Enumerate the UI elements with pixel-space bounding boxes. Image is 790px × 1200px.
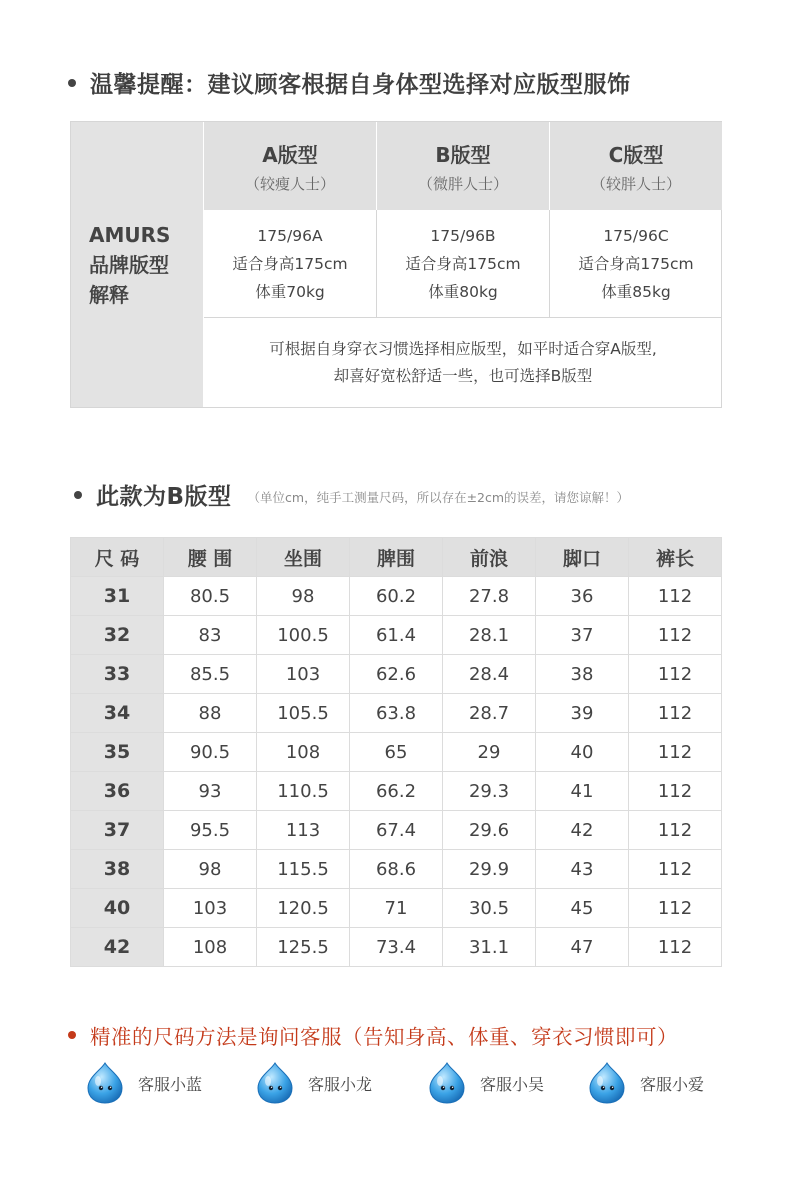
measure-cell: 30.5 (443, 889, 536, 928)
service-title: 精准的尺码方法是询问客服（告知身高、体重、穿衣习惯即可） (90, 1025, 678, 1049)
size-chart-note: （单位cm，纯手工测量尺码，所以存在±2cm的误差，请您谅解！） (247, 489, 630, 505)
service-agent-link[interactable] (254, 1060, 372, 1106)
measure-cell: 83 (164, 616, 257, 655)
size-cell: 34 (71, 694, 164, 733)
table-row (71, 733, 722, 772)
note-line: 却喜好宽松舒适一些，也可选择B版型 (333, 367, 593, 385)
measure-cell: 42 (536, 811, 629, 850)
tip-heading (68, 66, 631, 99)
fit-type-c-header (549, 122, 722, 210)
measure-cell: 43 (536, 850, 629, 889)
fit-type-desc: （较瘦人士） (244, 174, 335, 193)
agent-label: 客服小爱 (640, 1074, 705, 1094)
water-drop-mascot-icon (586, 1061, 628, 1105)
measure-cell: 88 (164, 694, 257, 733)
size-chart-body (71, 577, 722, 967)
measure-cell: 36 (536, 577, 629, 616)
measure-cell: 29.9 (443, 850, 536, 889)
fit-type-a-header (204, 122, 376, 210)
measure-cell: 73.4 (350, 928, 443, 967)
measure-cell: 110.5 (257, 772, 350, 811)
spec-weight: 体重85kg (601, 282, 671, 301)
measure-cell: 41 (536, 772, 629, 811)
measure-cell: 29 (443, 733, 536, 772)
table-row (71, 889, 722, 928)
spec-height: 适合身高175cm (405, 254, 521, 273)
measure-cell: 113 (257, 811, 350, 850)
agent-label: 客服小吴 (480, 1074, 545, 1094)
measure-cell: 120.5 (257, 889, 350, 928)
size-cell: 31 (71, 577, 164, 616)
size-chart-heading (74, 478, 629, 511)
measure-cell: 103 (257, 655, 350, 694)
measure-cell: 71 (350, 889, 443, 928)
measure-cell: 112 (629, 889, 722, 928)
measure-cell: 112 (629, 928, 722, 967)
spec-weight: 体重70kg (255, 282, 325, 301)
column-header: 尺 码 (71, 538, 164, 577)
service-agent-link[interactable] (426, 1060, 544, 1106)
column-header: 腰 围 (164, 538, 257, 577)
measure-cell: 62.6 (350, 655, 443, 694)
measure-cell: 90.5 (164, 733, 257, 772)
measure-cell: 67.4 (350, 811, 443, 850)
measure-cell: 28.4 (443, 655, 536, 694)
measure-cell: 38 (536, 655, 629, 694)
bullet-dot (68, 1031, 76, 1039)
measure-cell: 108 (257, 733, 350, 772)
fit-type-name: A版型 (262, 142, 318, 167)
spec-size: 175/96A (257, 226, 323, 245)
table-row (71, 616, 722, 655)
brand-label-cell (71, 122, 203, 407)
table-row (71, 655, 722, 694)
fit-type-name: B版型 (435, 142, 491, 167)
note-line: 可根据自身穿衣习惯选择相应版型，如平时适合穿A版型, (269, 340, 657, 358)
measure-cell: 31.1 (443, 928, 536, 967)
measure-cell: 108 (164, 928, 257, 967)
table-row (71, 577, 722, 616)
fit-type-note (204, 319, 722, 407)
measure-cell: 28.7 (443, 694, 536, 733)
measure-cell: 27.8 (443, 577, 536, 616)
measure-cell: 112 (629, 616, 722, 655)
bullet-dot (74, 491, 82, 499)
measure-cell: 98 (257, 577, 350, 616)
measure-cell: 103 (164, 889, 257, 928)
measure-cell: 98 (164, 850, 257, 889)
measure-cell: 100.5 (257, 616, 350, 655)
fit-type-b-header (376, 122, 549, 210)
water-drop-mascot-icon (426, 1061, 468, 1105)
measure-cell: 115.5 (257, 850, 350, 889)
fit-type-table (70, 121, 722, 408)
measure-cell: 45 (536, 889, 629, 928)
size-chart-title: 此款为B版型 (96, 484, 232, 510)
size-cell: 33 (71, 655, 164, 694)
measure-cell: 125.5 (257, 928, 350, 967)
agent-label: 客服小龙 (308, 1074, 373, 1094)
measure-cell: 28.1 (443, 616, 536, 655)
measure-cell: 60.2 (350, 577, 443, 616)
measure-cell: 93 (164, 772, 257, 811)
measure-cell: 37 (536, 616, 629, 655)
service-agent-link[interactable] (84, 1060, 202, 1106)
spec-weight: 体重80kg (428, 282, 498, 301)
measure-cell: 39 (536, 694, 629, 733)
fit-type-name: C版型 (608, 142, 664, 167)
agent-label: 客服小蓝 (138, 1074, 203, 1094)
measure-cell: 29.3 (443, 772, 536, 811)
measure-cell: 112 (629, 577, 722, 616)
spec-height: 适合身高175cm (232, 254, 348, 273)
measure-cell: 40 (536, 733, 629, 772)
measure-cell: 112 (629, 694, 722, 733)
measure-cell: 80.5 (164, 577, 257, 616)
size-cell: 35 (71, 733, 164, 772)
fit-type-b-spec (376, 210, 549, 317)
column-header: 脾围 (350, 538, 443, 577)
measure-cell: 105.5 (257, 694, 350, 733)
measure-cell: 112 (629, 811, 722, 850)
spec-size: 175/96B (430, 226, 496, 245)
fit-type-desc: （较胖人士） (590, 174, 681, 193)
measure-cell: 112 (629, 850, 722, 889)
size-cell: 36 (71, 772, 164, 811)
measure-cell: 65 (350, 733, 443, 772)
measure-cell: 61.4 (350, 616, 443, 655)
fit-type-desc: （微胖人士） (417, 174, 508, 193)
water-drop-mascot-icon (254, 1061, 296, 1105)
measure-cell: 29.6 (443, 811, 536, 850)
column-header: 前浪 (443, 538, 536, 577)
measure-cell: 112 (629, 733, 722, 772)
water-drop-mascot-icon (84, 1061, 126, 1105)
brand-label-line: 解释 (89, 282, 129, 307)
service-heading (68, 1020, 678, 1050)
measure-cell: 85.5 (164, 655, 257, 694)
fit-type-specs (204, 210, 722, 318)
column-header: 坐围 (257, 538, 350, 577)
fit-type-a-spec (204, 210, 376, 317)
brand-label-line: 品牌版型 (89, 252, 169, 277)
size-chart-table (70, 537, 722, 967)
bullet-dot (68, 79, 76, 87)
service-agent-link[interactable] (586, 1060, 704, 1106)
table-row (71, 928, 722, 967)
table-row (71, 811, 722, 850)
spec-size: 175/96C (603, 226, 669, 245)
tip-title: 温馨提醒：建议顾客根据自身体型选择对应版型服饰 (90, 72, 631, 98)
table-row (71, 694, 722, 733)
size-cell: 37 (71, 811, 164, 850)
measure-cell: 63.8 (350, 694, 443, 733)
measure-cell: 112 (629, 655, 722, 694)
column-header: 脚口 (536, 538, 629, 577)
measure-cell: 66.2 (350, 772, 443, 811)
column-header: 裤长 (629, 538, 722, 577)
fit-type-c-spec (549, 210, 722, 317)
size-cell: 42 (71, 928, 164, 967)
size-cell: 38 (71, 850, 164, 889)
spec-height: 适合身高175cm (578, 254, 694, 273)
brand-name: AMURS (89, 222, 171, 247)
size-chart-header-row (71, 538, 722, 577)
fit-type-header (204, 122, 722, 210)
size-cell: 40 (71, 889, 164, 928)
size-cell: 32 (71, 616, 164, 655)
measure-cell: 47 (536, 928, 629, 967)
table-row (71, 850, 722, 889)
measure-cell: 68.6 (350, 850, 443, 889)
table-row (71, 772, 722, 811)
measure-cell: 112 (629, 772, 722, 811)
measure-cell: 95.5 (164, 811, 257, 850)
